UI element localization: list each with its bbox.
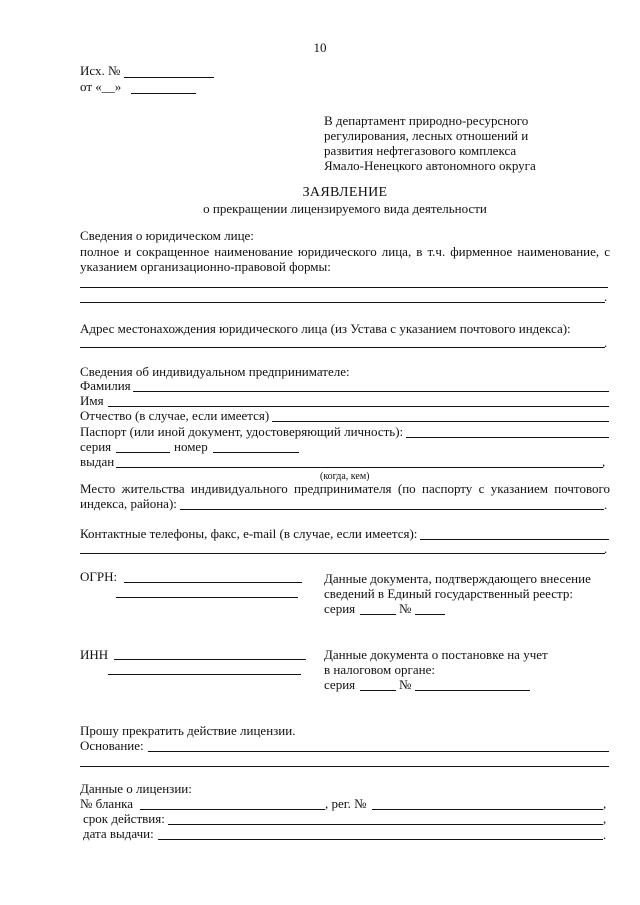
- ogrn-doc-label-2: сведений в Единый государственный реестр:: [324, 586, 573, 601]
- legal-entity-name-period: .: [604, 289, 608, 304]
- passport-issued-comma: ,: [602, 454, 606, 469]
- inn-doc-series-label: серия: [324, 677, 356, 692]
- inn-doc-number-label: №: [399, 677, 412, 692]
- entrepreneur-heading: Сведения об индивидуальном предпринимателе:: [80, 364, 350, 379]
- legal-address-field[interactable]: [80, 347, 605, 348]
- inn-field[interactable]: [114, 659, 306, 660]
- outgoing-number-label: Исх. №: [80, 63, 121, 78]
- issue-date-field[interactable]: [158, 839, 603, 840]
- date-label: от «__»: [80, 79, 122, 94]
- issue-date-period: .: [603, 827, 607, 842]
- license-heading: Данные о лицензии:: [80, 781, 192, 796]
- residence-field[interactable]: [180, 509, 604, 510]
- blank-number-field[interactable]: [140, 809, 325, 810]
- basis-field-1[interactable]: [148, 751, 609, 752]
- validity-field[interactable]: [168, 824, 603, 825]
- passport-series-label: серия: [80, 439, 112, 454]
- contacts-field-1[interactable]: [420, 539, 609, 540]
- outgoing-number-field[interactable]: [124, 77, 214, 78]
- legal-entity-heading: Сведения о юридическом лице:: [80, 228, 254, 243]
- contacts-period: .: [604, 541, 608, 556]
- inn-doc-number-field[interactable]: [415, 690, 530, 691]
- document-title: ЗАЯВЛЕНИЕ: [302, 185, 388, 200]
- passport-issued-hint: (когда, кем): [320, 471, 370, 482]
- residence-label-2: индекса, района):: [80, 496, 177, 511]
- registration-number-comma: ,: [603, 796, 607, 811]
- ogrn-field-2[interactable]: [116, 597, 298, 598]
- basis-label: Основание:: [80, 738, 144, 753]
- passport-label: Паспорт (или иной документ, удостоверяющий личность):: [80, 424, 404, 439]
- patronymic-field[interactable]: [272, 421, 609, 422]
- inn-doc-label-2: в налоговом органе:: [324, 662, 435, 677]
- first-name-label: Имя: [80, 393, 104, 408]
- inn-field-2[interactable]: [108, 674, 301, 675]
- ogrn-label: ОГРН:: [80, 569, 118, 584]
- addressee-line-3: развития нефтегазового комплекса: [324, 143, 517, 158]
- request-text: Прошу прекратить действие лицензии.: [80, 723, 296, 738]
- residence-label: Место жительства индивидуального предпринимателя (по паспорту с указанием почтового: [80, 481, 610, 496]
- legal-entity-name-field-2[interactable]: [80, 302, 605, 303]
- addressee-line-1: В департамент природно-ресурсного: [324, 113, 529, 128]
- date-field[interactable]: [131, 93, 196, 94]
- passport-number-label: номер: [174, 439, 208, 454]
- ogrn-doc-series-label: серия: [324, 601, 356, 616]
- ogrn-doc-label-1: Данные документа, подтверждающего внесение: [324, 571, 591, 586]
- passport-number-field[interactable]: [213, 452, 299, 453]
- legal-address-period: .: [604, 335, 608, 350]
- ogrn-doc-number-field[interactable]: [415, 614, 445, 615]
- page-number: 10: [313, 40, 327, 55]
- first-name-field[interactable]: [108, 406, 609, 407]
- ogrn-field[interactable]: [124, 582, 302, 583]
- blank-number-label: № бланка: [80, 796, 134, 811]
- patronymic-label: Отчество (в случае, если имеется): [80, 408, 270, 423]
- inn-doc-label-1: Данные документа о постановке на учет: [324, 647, 548, 662]
- inn-doc-series-field[interactable]: [360, 690, 396, 691]
- passport-issued-field[interactable]: [116, 467, 603, 468]
- surname-label: Фамилия: [80, 378, 131, 393]
- registration-number-field[interactable]: [372, 809, 603, 810]
- surname-field[interactable]: [133, 391, 609, 392]
- document-subtitle: о прекращении лицензируемого вида деятельности: [203, 201, 487, 216]
- addressee-line-4: Ямало-Ненецкого автономного округа: [324, 158, 536, 173]
- basis-field-2[interactable]: [80, 766, 609, 767]
- legal-address-label: Адрес местонахождения юридического лица (из Устава с указанием почтового индекса):: [80, 321, 571, 336]
- contacts-label: Контактные телефоны, факс, e-mail (в случае, если имеется):: [80, 526, 418, 541]
- contacts-field-2[interactable]: [80, 553, 605, 554]
- legal-entity-name-instruction: полное и сокращенное наименование юридического лица, в т.ч. фирменное наименование, с: [80, 244, 610, 259]
- addressee-line-2: регулирования, лесных отношений и: [324, 128, 529, 143]
- ogrn-doc-number-label: №: [399, 601, 412, 616]
- passport-field[interactable]: [406, 437, 609, 438]
- residence-period: .: [604, 497, 608, 512]
- passport-series-field[interactable]: [116, 452, 170, 453]
- issue-date-label: дата выдачи:: [83, 826, 154, 841]
- legal-entity-name-instruction-2: указанием организационно-правовой формы:: [80, 259, 331, 274]
- ogrn-doc-series-field[interactable]: [360, 614, 396, 615]
- validity-comma: ,: [603, 811, 607, 826]
- registration-number-label: , рег. №: [325, 796, 367, 811]
- passport-issued-label: выдан: [80, 454, 115, 469]
- inn-label: ИНН: [80, 647, 109, 662]
- legal-entity-name-field-1[interactable]: [80, 287, 608, 288]
- validity-label: срок действия:: [83, 811, 165, 826]
